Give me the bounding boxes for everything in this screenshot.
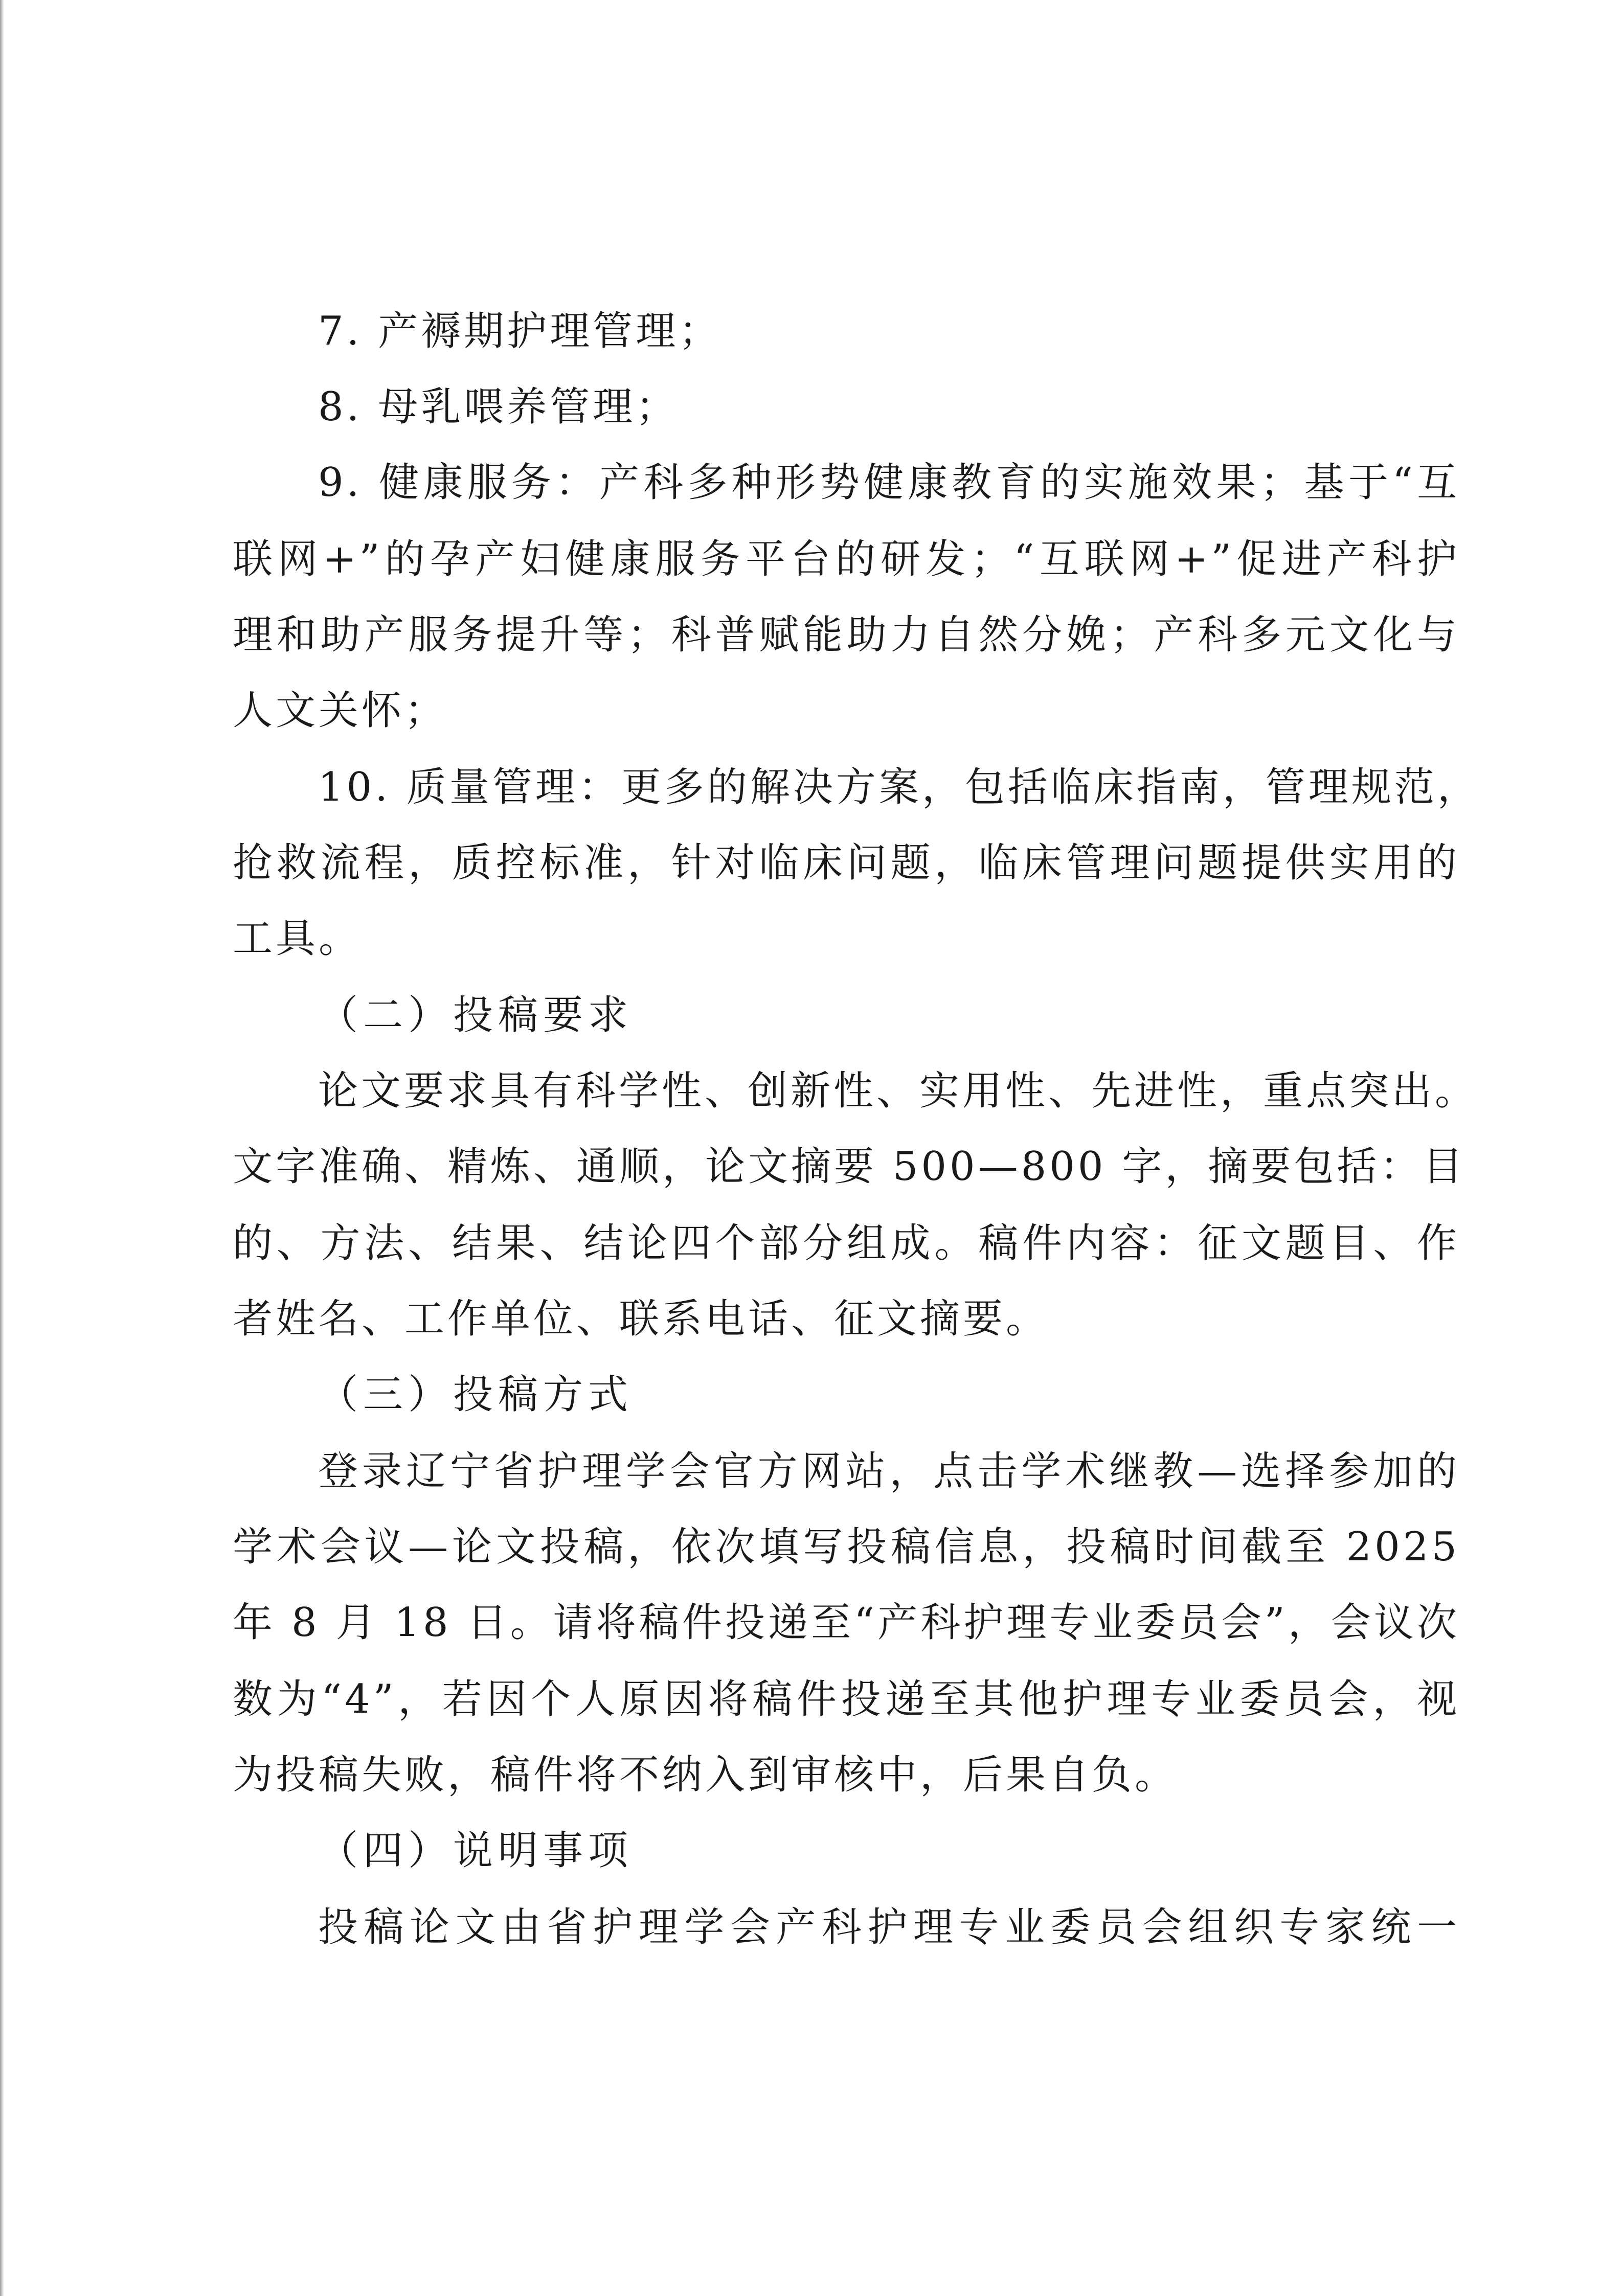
list-item-9-line-2: 联网+”的孕产妇健康服务平台的研发；“互联网+”促进产科护	[233, 536, 1460, 582]
list-item-10-line-2: 抢救流程，质控标准，针对临床问题，临床管理问题提供实用的	[233, 840, 1460, 886]
requirements-line-3: 的、方法、结果、结论四个部分组成。稿件内容：征文题目、作	[233, 1220, 1460, 1266]
requirements-line-2: 文字准确、精炼、通顺，论文摘要 500—800 字，摘要包括：目	[233, 1144, 1466, 1190]
list-item-9-line-3: 理和助产服务提升等；科普赋能助力自然分娩；产科多元文化与	[233, 612, 1460, 658]
list-item-9-line-4: 人文关怀；	[233, 688, 448, 734]
list-item-8: 8. 母乳喂养管理；	[318, 384, 679, 430]
method-line-5: 为投稿失败，稿件将不纳入到审核中，后果自负。	[233, 1752, 1178, 1798]
requirements-line-4: 者姓名、工作单位、联系电话、征文摘要。	[233, 1296, 1049, 1342]
section-heading-notes: （四）说明事项	[318, 1828, 634, 1874]
scan-edge	[0, 0, 4, 2296]
section-heading-submission-method: （三）投稿方式	[318, 1372, 634, 1418]
list-item-9-line-1: 9. 健康服务：产科多种形势健康教育的实施效果；基于“互	[318, 460, 1460, 506]
list-item-10-line-3: 工具。	[233, 916, 362, 962]
list-item-10-line-1: 10. 质量管理：更多的解决方案，包括临床指南，管理规范，	[318, 764, 1480, 810]
method-line-1: 登录辽宁省护理学会官方网站，点击学术继教—选择参加的	[318, 1448, 1460, 1494]
notes-line-1: 投稿论文由省护理学会产科护理专业委员会组织专家统一	[318, 1904, 1460, 1950]
list-item-7: 7. 产褥期护理管理；	[318, 308, 722, 354]
method-line-3: 年 8 月 18 日。请将稿件投递至“产科护理专业委员会”，会议次	[233, 1600, 1460, 1646]
section-heading-submission-requirements: （二）投稿要求	[318, 992, 634, 1038]
method-line-2: 学术会议—论文投稿，依次填写投稿信息，投稿时间截至 2025	[233, 1524, 1460, 1570]
method-line-4: 数为“4”，若因个人原因将稿件投递至其他护理专业委员会，视	[233, 1676, 1460, 1722]
requirements-line-1: 论文要求具有科学性、创新性、实用性、先进性，重点突出。	[318, 1068, 1478, 1114]
